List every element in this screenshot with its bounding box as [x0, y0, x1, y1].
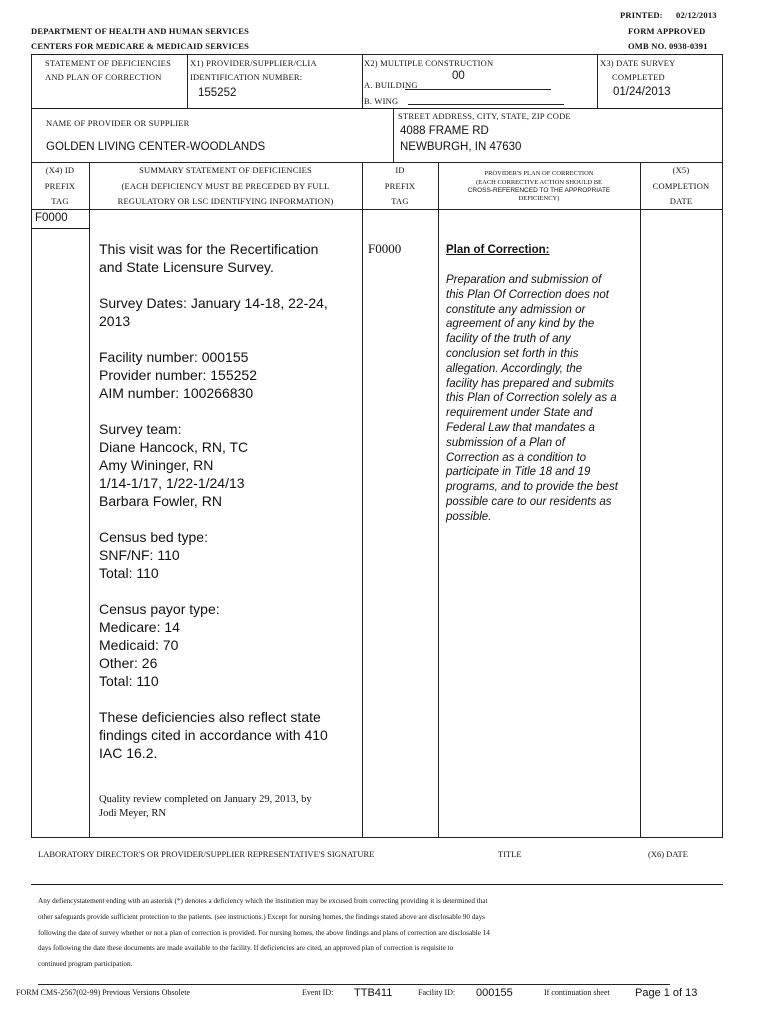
rule-col-left — [31, 162, 32, 837]
x2-label: X2) MULTIPLE CONSTRUCTION — [364, 58, 494, 68]
x4-head-3: TAG — [51, 196, 69, 206]
summary-line: This visit was for the Recertification — [99, 241, 319, 257]
plan-line: agreement of any kind by the — [446, 318, 595, 331]
summary-line: Barbara Fowler, RN — [99, 493, 222, 509]
plan-head-3: CROSS-REFERENCED TO THE APPROPRIATE — [467, 187, 611, 194]
summary-line: and State Licensure Survey. — [99, 259, 274, 275]
building-underline — [405, 89, 551, 90]
building-value: 00 — [452, 70, 465, 82]
facility-id-label: Facility ID: — [418, 988, 456, 997]
disclaimer-line: days following the date these documents are made available to the facility. If deficiencies are cited, an approved plan of correction is requisite to — [38, 944, 454, 953]
title-label: TITLE — [498, 849, 522, 859]
summary-line: Facility number: 000155 — [99, 349, 249, 365]
rule-colheads — [31, 209, 723, 210]
summary-line: Provider number: 155252 — [99, 367, 257, 383]
summary-line: Survey Dates: January 14-18, 22-24, — [99, 295, 328, 311]
plan-line: possible. — [446, 510, 492, 523]
address-line2: NEWBURGH, IN 47630 — [400, 141, 522, 153]
id-head-3: TAG — [391, 196, 409, 206]
rule-row1 — [31, 108, 723, 109]
summary-head-3: REGULATORY OR LSC IDENTIFYING INFORMATION) — [117, 196, 334, 206]
quality-line2: Jodi Meyer, RN — [99, 808, 166, 819]
x1-label-1: X1) PROVIDER/SUPPLIER/CLIA — [190, 58, 317, 68]
building-label: A. BUILDING — [364, 80, 418, 90]
summary-line: Medicaid: 70 — [99, 637, 179, 653]
survey-date-value: 01/24/2013 — [613, 86, 671, 98]
event-id-value: TTB411 — [354, 987, 393, 999]
x5-head-3: DATE — [669, 196, 693, 206]
plan-head-4: DEFICIENCY) — [518, 195, 560, 202]
x4-head-1: (X4) ID — [45, 165, 75, 175]
summary-line — [99, 582, 359, 600]
x5-head-2: COMPLETION — [652, 181, 710, 191]
summary-line — [99, 510, 359, 528]
plan-line: Correction as a condition to — [446, 451, 586, 464]
summary-line: SNF/NF: 110 — [99, 547, 180, 563]
plan-title: Plan of Correction: — [446, 244, 550, 256]
x3-label-1: X3) DATE SURVEY — [600, 58, 676, 68]
plan-line: this Plan Of Correction does not — [446, 288, 609, 301]
rule-body-bottom — [31, 837, 723, 838]
id-head-1: ID — [395, 165, 405, 175]
x5-head-1: (X5) — [672, 165, 690, 175]
plan-line: submission of a Plan of — [446, 436, 565, 449]
x3-label-2: COMPLETED — [612, 72, 665, 82]
summary-line: Census bed type: — [99, 529, 208, 545]
address-label: STREET ADDRESS, CITY, STATE, ZIP CODE — [398, 111, 571, 121]
summary-line: These deficiencies also reflect state — [99, 709, 321, 725]
plan-text — [446, 273, 638, 525]
disclaimer-line: other safeguards provide sufficient protection to the patients. (see instructions.) Except for nursing homes, the findings stated above are disclosable 90 days — [38, 912, 485, 921]
plan-line: conclusion set forth in this — [446, 347, 579, 360]
wing-underline — [408, 104, 564, 105]
summary-text — [99, 240, 359, 762]
director-signature-label: LABORATORY DIRECTOR'S OR PROVIDER/SUPPLIER REPRESENTATIVE'S SIGNATURE — [38, 849, 375, 859]
summary-line: Census payor type: — [99, 601, 220, 617]
rule-col-right — [722, 162, 723, 837]
x6-date-label: (X6) DATE — [648, 849, 688, 859]
summary-line: Total: 110 — [99, 673, 159, 689]
disclaimer-line: following the date of survey whether or not a plan of correction is provided. For nursing homes, the above findings and plans of correction are disclosable 14 — [38, 928, 490, 937]
rule-col-x4 — [89, 162, 90, 837]
plan-line: constitute any admission or — [446, 303, 586, 316]
plan-line: facility of the truth of any — [446, 333, 571, 346]
disclaimer-line: Any defiencystatement ending with an asterisk (*) denotes a deficiency which the institution may be excused from correcting providing it is determined that — [38, 897, 488, 905]
summary-line: 1/14-1/17, 1/22-1/24/13 — [99, 475, 245, 491]
provider-id-value: 155252 — [198, 87, 237, 99]
id-head-2: PREFIX — [384, 181, 416, 191]
summary-head-1: SUMMARY STATEMENT OF DEFICIENCIES — [139, 165, 312, 175]
plan-head-2: (EACH CORRECTIVE ACTION SHOULD BE — [475, 179, 603, 186]
continuation-label: If continuation sheet — [544, 988, 610, 997]
disclaimer-text — [38, 894, 728, 973]
plan-line: facility has prepared and submits — [446, 377, 615, 390]
omb-number: OMB NO. 0938-0391 — [628, 41, 708, 51]
summary-line: Total: 110 — [99, 565, 159, 581]
statement-label-1: STATEMENT OF DEFICIENCIES — [45, 58, 172, 68]
summary-line: Survey team: — [99, 421, 182, 437]
plan-line: allegation. Accordingly, the — [446, 362, 583, 375]
footer-rule — [38, 984, 670, 985]
name-label: NAME OF PROVIDER OR SUPPLIER — [46, 118, 190, 128]
summary-line: findings cited in accordance with 410 — [99, 727, 328, 743]
plan-line: this Plan of Correction solely as a — [446, 392, 617, 405]
rule-signature — [31, 884, 723, 885]
summary-line: Medicare: 14 — [99, 619, 180, 635]
summary-line — [99, 690, 359, 708]
summary-line: AIM number: 100266830 — [99, 385, 254, 401]
summary-line — [99, 276, 359, 294]
event-id-label: Event ID: — [302, 988, 334, 997]
summary-line: 2013 — [99, 313, 131, 329]
left-tag: F0000 — [35, 212, 68, 224]
rule-v3 — [597, 54, 598, 108]
summary-line — [99, 402, 359, 420]
left-tag-rule — [31, 228, 89, 229]
plan-line: possible care to our residents as — [446, 495, 612, 508]
plan-line: Preparation and submission of — [446, 274, 602, 286]
plan-line: requirement under State and — [446, 407, 593, 420]
summary-line: IAC 16.2. — [99, 745, 158, 761]
provider-name-value: GOLDEN LIVING CENTER-WOODLANDS — [46, 141, 266, 153]
plan-line: participate in Title 18 and 19 — [446, 466, 591, 479]
plan-head-1: PROVIDER'S PLAN OF CORRECTION — [484, 170, 594, 177]
form-approved: FORM APPROVED — [628, 26, 706, 36]
rule-col-id — [438, 162, 439, 837]
plan-line: programs, and to provide the best — [446, 481, 618, 494]
rule-v-address — [393, 108, 394, 162]
rule-top — [31, 54, 723, 55]
rule-v1 — [187, 54, 188, 108]
wing-label: B. WING — [364, 96, 399, 106]
printed-label: PRINTED: — [620, 10, 663, 20]
disclaimer-line: continued program participation. — [38, 960, 133, 969]
right-tag: F0000 — [368, 241, 402, 256]
department-name: DEPARTMENT OF HEALTH AND HUMAN SERVICES — [31, 26, 250, 36]
facility-id-value: 000155 — [476, 987, 513, 999]
rule-row2 — [31, 162, 723, 163]
summary-line: Amy Wininger, RN — [99, 457, 214, 473]
rule-col-summary — [362, 162, 363, 837]
address-line1: 4088 FRAME RD — [400, 125, 489, 137]
x1-label-2: IDENTIFICATION NUMBER: — [190, 72, 303, 82]
form-number: FORM CMS-2567(02-99) Previous Versions Obsolete — [16, 988, 191, 997]
summary-head-2: (EACH DEFICIENCY MUST BE PRECEDED BY FULL — [121, 181, 330, 191]
quality-line1: Quality review completed on January 29, 2013, by — [99, 794, 312, 805]
x4-head-2: PREFIX — [44, 181, 76, 191]
statement-label-2: AND PLAN OF CORRECTION — [45, 72, 162, 82]
plan-line: Federal Law that mandates a — [446, 421, 595, 434]
page-number: Page 1 of 13 — [635, 987, 698, 999]
rule-col-plan — [640, 162, 641, 837]
summary-line — [99, 330, 359, 348]
summary-line: Other: 26 — [99, 655, 158, 671]
printed-date: 02/12/2013 — [676, 10, 717, 20]
centers-name: CENTERS FOR MEDICARE & MEDICAID SERVICES — [31, 41, 250, 51]
summary-line: Diane Hancock, RN, TC — [99, 439, 249, 455]
rule-v2 — [362, 54, 363, 108]
